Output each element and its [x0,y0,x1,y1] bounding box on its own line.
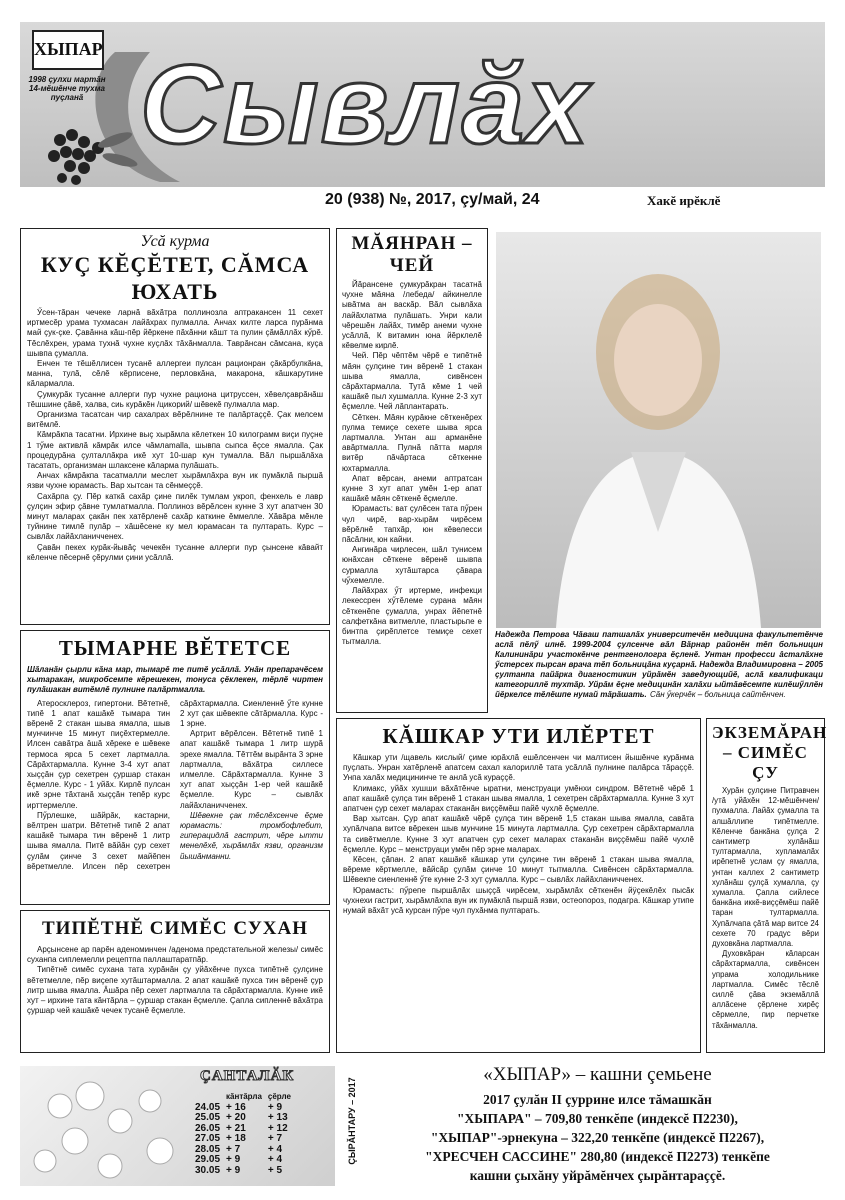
paragraph: Атеросклероз, гипертони. Вĕтетнĕ, типĕ 1 апат кашăкĕ тымара тин вĕренĕ 2 стакан шыва ямалла, шыв мунчинче 15 минут пиçĕхтермелле. Илсен савăтра âшă хĕреке е шĕвеке термоса ярса 5 сехет лартмалла. Сăрăхтармалла. Кунне 3-4 хут апат хыççăн çур сехетрен çуршар стакан ĕçмелле. Курс - 1 уйăх. Кирлĕ пулсан икĕ эрне тăхтанă хыççăн тепĕр курс ирттермелле. [27,698,170,810]
subscription-line: "ХРЕСЧЕН САССИНЕ" 280,80 (индексĕ П2273) тенкĕпе [425,1149,770,1164]
weather-row: 24.05 + 16 + 9 [195,1101,283,1113]
article-eczema [706,718,828,1053]
subscription-line: кашни çыхăну уйрăмĕнчех çырăнтараççĕ. [469,1168,726,1183]
paragraph: Сĕткен. Мăян курăкне сĕткенĕрех пулма темиçе сехете шыва ярса лартмалла. Унтан аш арманĕне авăртмалла. Пулнă пăтта марля витĕр пăчăртаса сĕткенне юхтармалла. [342,412,482,473]
paragraph: Кĕсен, çăпан. 2 апат кашăкĕ кăшкар ути çулçине тин вĕренĕ 1 стакан шыва ямалла, вĕреме кĕртмелле, вăйсăр çулăм çинче 10 минут тытмалла. Сивĕнсен сăрăхтармалла. Шĕвекпе сиенленнĕ ӳте кунне 2-3 хут çумалла. Курс – сывлăх лайăхланичченех. [343,855,694,885]
weather-row: 27.05 + 18 + 7 [195,1133,283,1144]
article-body [27,945,323,1016]
article-green-onion [20,910,330,1053]
paragraph: Ангинăра чирлесен, шăл тунисем юнăхсан сĕткене вĕренĕ шывпа сурмалла хутăштарса çăвара чӳхемелле. [342,545,482,585]
paragraph: Кăмрăкпа тасатни. Ирхине выç хырăмла кĕлеткен 10 килограмм виçи пуçне 1 тӳме активлă кăмрăк илсе чăмлamalla, шывпа сыпса ĕçсе ямалла. Çак процедурăна çулталлăкра икĕ хут 10-шар кун тумалла. Вăл пыршăлăха тасатать, организман шлаксене кăларма пулăшать. [27,430,323,471]
article-title: КĂШКАР УТИ ИЛĔРТЕТ [382,724,655,748]
price-note: Хакĕ ирĕклĕ [647,193,721,208]
col-night-label: çĕрле [267,1092,291,1101]
subscription-side-strip [342,1066,362,1186]
article-lead: Шăланăн çырли кăна мар, тымарĕ те питĕ усăллă. Унăн препарачĕсем хытаракан, микробсемпе кĕрешекен, тонуса çĕклекен, тĕрлĕ чиртен пулăшакан витĕмлĕ пулнине палăртмалла. [27,665,323,695]
weather-row: 28.05 + 7 + 4 [195,1143,283,1155]
article-title: ТЫМАРНЕ ВĔТЕТСЕ [58,636,292,660]
paragraph: Арçынсене ар парĕн аденоминчен /аденома предстательной железы/ симĕс суханпа сиплемелли рецептпа паллаштаратпăр. [27,945,323,965]
col-day-label: кăнтăрла [226,1092,262,1101]
subscription-title: «ХЫПАР» – кашни çемьене [483,1064,712,1085]
subscription-line: "ХЫПАРА" – 709,80 тенкĕпе (индексĕ П2230), [457,1111,738,1126]
paragraph: Çавăн пекех курăк-йывăç чечекĕн тусанне аллерги пур çынсене кăвайт кĕленче пĕсернĕ çĕрулми çини усăллă. [27,542,323,562]
paragraph: Типĕтнĕ симĕс сухана тата хурăнăн çу уйăхĕнче пухса типĕтнĕ çулçине вĕтетмелле, пĕр виçепе хутăштармалла. 2 апат кашăкĕ пухса тин вĕренĕ çур литр шыва ямалла. Âшăра пĕр сехет лартмалла та сăрăхтармалла. Кунне икĕ хут – ирхине тата кăнтăрла – çуршар стакан ĕçмелле. Çапла сипленнĕ вăхăтра çуршар чей кашăкĕ чечек тусанĕ ĕçмелле. [27,965,323,1016]
photo-credit: Сăн ӳкерчĕк – больница сайтĕнчен. [650,690,786,699]
article-body [712,786,819,1031]
article-body [342,280,482,647]
paragraph: Хурăн çулçине Питравчен /утă уйăхĕн 12-мĕшĕнчен/ пухмалла. Лайăх çумалла та алшăллипе типĕтмелле. Кĕленче банкăна çулçа 2 сантиметр хулăнăш тултармалла, хупламалăх ирĕпетнĕ услам çу ямалла, унтан каллех 2 сантиметр хулăнăш çулçă хумалла, çу хумалла. Çапла сийлесе банкăна иккĕ-виççĕмĕш пайĕ таран тултармалла. Хупăлчапа çăтă мар витсе 24 сехете 70 градус вĕри духовкăна лартмалла. [712,786,819,949]
article-root [20,630,330,905]
subscription-line: 2017 çулăн II çуррине илсе тăмашкăн [483,1092,712,1107]
issue-line: 20 (938) №, 2017, çу/май, 24 [325,191,540,208]
weather-row: 29.05 + 9 + 4 [195,1154,283,1165]
founded-note: 1998 çулхи мартăн 14-мĕшĕнче тухма пуçланă [28,75,106,102]
portrait-photo [496,232,821,628]
paragraph: Шĕвекне çак тĕслĕхсенче ĕçме юрамасть: тромбофлебит, гиперацидлă гастрит, чĕре ытти менелĕхĕ, хырăмлăх язви, организм йышăнманни. [180,810,323,861]
paragraph: Юрамасть: ват çулĕсен тата пӳрен чул чирĕ, вар-хырăм чирĕсем вĕрĕлнĕ тапхăр, юн кĕвелесси пăсăлни, юн кайни. [342,504,482,545]
paragraph: Кăшкар ути /щавель кислый/ çиме юрăхлă ешĕлсенчен чи малтисен йышĕнче курăнма пуçлать. Унран хатĕрленĕ апатсем сахал калориллĕ тата усăллă пулнине палăрса тăраççĕ. Унпа халăх медицининче те анлă усă кураççĕ. [343,753,694,783]
article-sorrel [336,718,701,1053]
weather-row: 30.05 + 9 + 5 [195,1164,283,1176]
article-body [27,699,323,872]
masthead-small-title: ХЫПАР [32,30,104,70]
article-eye-nose [20,228,330,625]
article-kicker: Усă курма [140,233,210,250]
paragraph: Артрит вĕрĕлсен. Вĕтетнĕ типĕ 1 апат кашăкĕ тымара 1 литр шурă эрехе ямалла. Тĕттĕм вырăнта 3 эрне лартмалла, вăхăтра силлесе илмелле. Сăрăхтармалла. Кунне 3 хут апат хыççăн 1-ер чей кашăкĕ ĕçмелле. Курс – сывлăх лайăхланичченех. [180,729,323,810]
paragraph: Вар хытсан. Çур апат кашăкĕ чĕрĕ çулçа тин вĕренĕ 1,5 стакан шыва ямалла, савăта хупăлчапа витсе вĕрекен шыв мунчине 15 минута лартмалла. Çур сехетрен сăрăхтармалла та сивĕтмелле. Кунне 3 хут апатчен çур сехет маларах стаканăн виççĕмĕш пайĕ чухлĕ ĕçмелле. Курс – менструаци умĕн пĕр эрне маларах. [343,814,694,854]
article-title: ЭКЗЕМĂРАН – СИМĔС ÇУ [712,723,828,782]
rowan-berries-icon [40,120,145,195]
weather-title: ÇАНТАЛĂК [200,1068,295,1084]
article-body [343,753,694,916]
weather-row: 25.05 + 20 + 13 [195,1112,288,1123]
paragraph: Сахăрпа çу. Пĕр каткă сахăр çине пилĕк тумлам укроп, фенхель е лавр çулçин эфир çăвне тумлатмалла. Поллиноз вĕрĕлсен кунне 3 хут апатчен 30 минут маларах çакăн пек хатĕрленĕ сахăр каткине ĕммелле. Хăвăра мĕнле туйнине тимлĕ пулăр – хăшĕсене ку мел юрамасан та пултарать. Курс – сывлăх лайăхланичченех. [27,491,323,542]
weather-row: 26.05 + 21 + 12 [195,1122,288,1134]
paragraph: Ӳсен-тăран чечеке ларнă вăхăтра поллинозла аптракансен 11 сехет иртмесĕр урама тухмасан лайăхрах пулмалла. Анчах килте ларса пурăнма май çук-çке. Çавăнна кăш-пĕр йĕркене пăхăнни кăшт та пулин çăмăллăх кӳрĕ. Тĕслĕхрен, урама тухнă чухне куçлăх тăхăнмалла. Таврăнсан сăмсана, куçа шывпа çумалла. [27,308,323,358]
paragraph: Климакс, уйăх хушши вăхăтĕнче ыратни, менструаци умĕнхи синдром. Вĕтетнĕ чĕрĕ 1 апат кашăкĕ çулçа тин вĕренĕ 1 стакан шыва ямалла, 1 сехетрен сăрăхтармалла. Кунне 3 хут апатчен çур сехет маларах стаканăн виççĕмĕш пайĕ чухлĕ ĕçмелле. [343,783,694,814]
article-title: МĂЯНРАН – ЧЕЙ [351,233,473,276]
paragraph: Лайăхрах ӳт иртерме, инфекци лекессрен хӳтĕлеме сурана мăян сĕткенĕпе çумалла, унрах йĕпетнĕ салфеткăна витмелле, пластырьпе е бинтпа çирĕплетсе темиçе сехет тытмалла. [342,586,482,647]
paragraph: Çумкурăк тусанне аллерги пур чухне рациона цитруссен, хĕвелçаврăнăш тĕшшине çăвĕ, халва, сиь курăкĕн /цикорий/ шĕвекĕ пулмалла мар. [27,389,323,409]
article-goosefoot-tea [336,228,488,713]
paragraph: Йăрансене çумкурăкран тасатнă чухне мăяна /лебеда/ айкинелле ывăтма ан васкăр. Вăл сывлăха лайăхлатма пулăшать. Унри кали чĕрешĕн лайăх, тимĕр анеми чухне усăллă, К витамин юна йĕрклелĕ кĕвелме кирлĕ. [342,280,482,351]
paragraph: Анчах кăмрăкпа тасатмалли меслет хырăмлăхра вун ик пумăклă пыршă язви чухне юрамасть. Вар хытсан та сĕнмеççĕ. [27,471,323,491]
subscription-line: "ХЫПАР"-эрнекуна – 322,20 тенкĕпе (индексĕ П2267), [430,1130,765,1145]
paragraph: Организма тасатсан чир сахалрах вĕрĕлнине те палăртаççĕ. Çак мелсем витĕмлĕ. [27,410,323,430]
paragraph: Апат вĕрсан, анеми аптратсан кунне 3 хут апат умĕн 1-ер апат кашăкĕ мăян сĕткенĕ ĕçмелле. [342,473,482,504]
article-body [27,308,323,563]
paragraph: Пӳрлешке, шăйрăк, кастарни, вĕлтрен шатри. Вĕтетнĕ типĕ 2 апат кашăкĕ тымара тин вĕренĕ 1 литр шыва ямалла. Питĕ вăйăн çур сехет çулăм çинче 3 сехет майĕпен вĕретмелле. Илсен пĕр сехетрен сăрăхтармалла. Сиенленнĕ ӳте кунне 2 хут çак шĕвекпе сăтăрмалла. Курс - 1 эрне. [27,698,323,871]
paragraph: Енчен те тĕшĕллисен тусанĕ аллергеи пулсан рационран çăкăрбулкăна, манна, тулă, сĕлĕ кĕрписене, перловкăна, макарона, кăшкарутине кăлармалла. [27,359,323,389]
weather-table [192,1092,294,1176]
subscription-side-label: ÇЫРĂНТАРУ – 2017 [347,1077,357,1165]
article-title: КУÇ КĔÇĔТЕТ, СĂМСА ЮХАТЬ [40,252,310,304]
paragraph: Чей. Пĕр чĕптĕм чĕрĕ е типĕтнĕ мăян çулçине тин вĕренĕ 1 стакан шыва ямалла, сивĕнсен сăрăхтармалла. Тутă кĕме 1 чей кашăкĕ пыл хушмалла. Кунне 2-3 хут ĕçмелле. Чей лăплантарать. [342,351,482,412]
paragraph: Духовкăран кăларсан сăрăхтармалла, сивĕнсен упрама холодильнике лартмалла. Симĕс тĕслĕ силлĕ çăва экземăллă аллăсене çĕрлене хирĕç сĕрмелле, пир перчетке тăхăнмалла. [712,949,819,1030]
subscription-body [370,1090,825,1185]
article-title: ТИПĔТНĔ СИМĔС СУХАН [42,918,308,939]
photo-caption: Надежда Петрова Чăваш патшалăх университечĕн медицина факультетĕнче аслă пĕлӳ илнĕ. 1999-2004 çулсенче вăл Вăрнар районĕн тĕп больницин Калининăри участокĕнче рентгенологра ĕçленĕ. Унтан професси âсталăхне ӳстерсех пырсан врача тĕп больницăна куçарнă. Надежда Владимировна – 2005 çултанпа пайăрка диагностикин уйрăмĕн заведующийĕ, аслă квалификаци категориллĕ тухтăр. Уйрăм ĕçне медицинăн халăхи ыйтăвĕсемпе килĕшӳллĕн йĕркелсе тĕлĕшпе нумай тăрăшать. [495,630,823,699]
weather-header-row [192,1092,294,1103]
paragraph: Юрамасть: пӳрепе пыршăлăх шыççă чирĕсем, хырăмлăх сĕткенĕн йÿçекĕлĕх пысăк чухнехи гастрит, хырăмлăхпа вун ик пумăклă пыршă язви, остеопороз, подагра. Кăшкар утипе нумай вăхăт усă курсан пӳре чул пухăнма пултарать. [343,885,694,916]
masthead-title: Сывлăх [140,42,591,167]
